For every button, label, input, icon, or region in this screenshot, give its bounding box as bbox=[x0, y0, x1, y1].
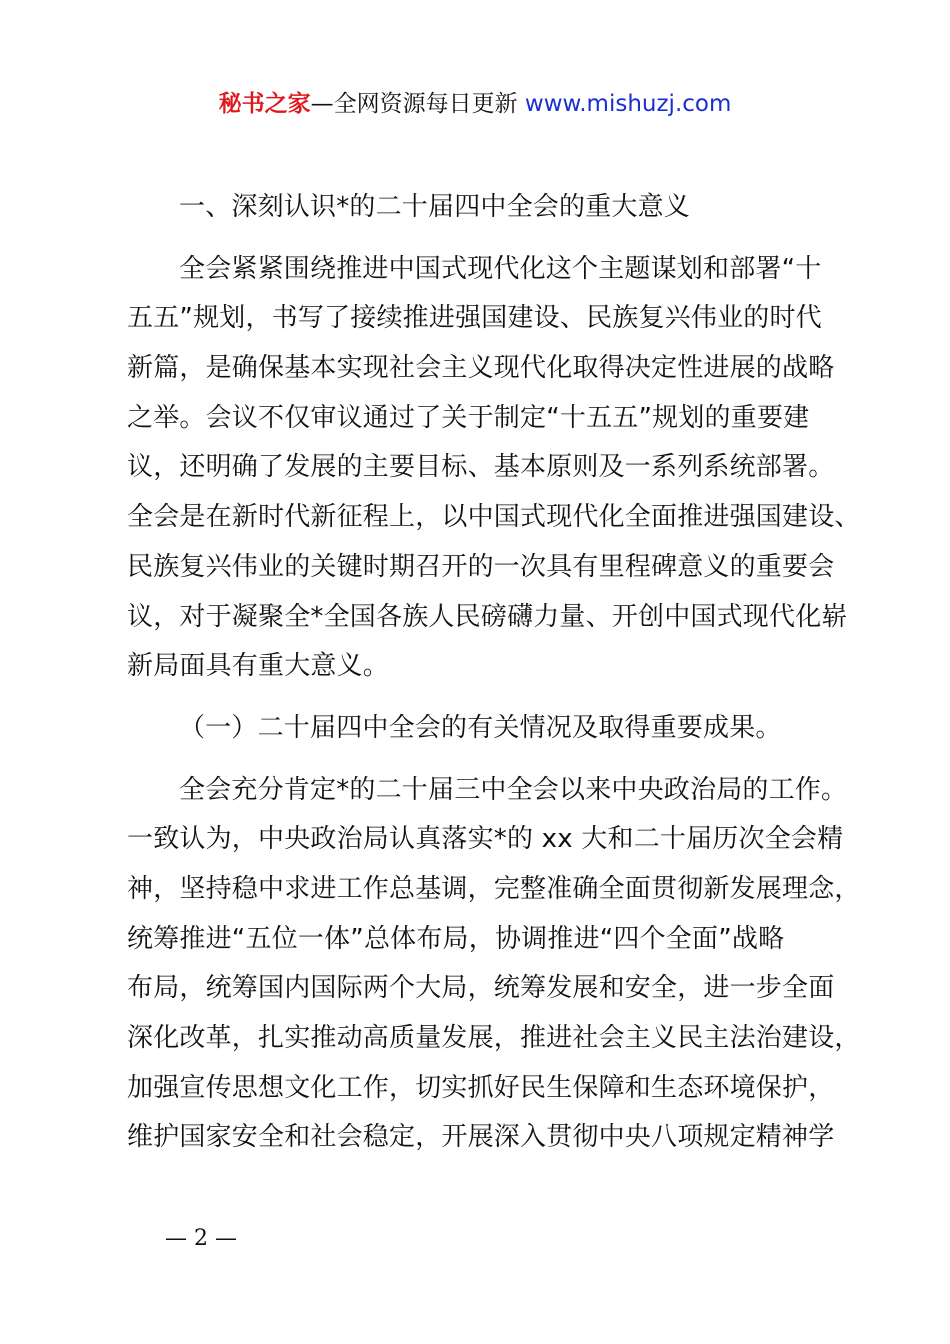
section-heading-1: 一、深刻认识*的二十届四中全会的重大意义 bbox=[179, 192, 691, 222]
site-slogan: —全网资源每日更新 bbox=[310, 91, 525, 117]
paragraph-line: 加强宣传思想文化工作，切实抓好民生保障和生态环境保护， bbox=[127, 1072, 835, 1103]
paragraph-1 bbox=[127, 245, 861, 692]
paragraph-line: 全会是在新时代新征程上，以中国式现代化全面推进强国建设、 bbox=[127, 502, 861, 533]
paragraph-line: 民族复兴伟业的关键时期召开的一次具有里程碑意义的重要会 bbox=[127, 551, 835, 582]
paragraph-line: 全会充分肯定*的二十届三中全会以来中央政治局的工作。 bbox=[179, 774, 848, 805]
paragraph-line: 维护国家安全和社会稳定，开展深入贯彻中央八项规定精神学 bbox=[127, 1122, 835, 1153]
paragraph-line: 五五”规划，书写了接续推进强国建设、民族复兴伟业的时代 bbox=[127, 303, 822, 334]
section-heading-2: （一）二十届四中全会的有关情况及取得重要成果。 bbox=[179, 712, 782, 743]
paragraph-line: 神，坚持稳中求进工作总基调，完整准确全面贯彻新发展理念， bbox=[127, 873, 861, 904]
document-body bbox=[127, 183, 861, 1163]
brand-name: 秘书之家 bbox=[218, 91, 311, 117]
paragraph-line: 全会紧紧围绕推进中国式现代化这个主题谋划和部署“十 bbox=[179, 253, 822, 284]
site-url-link[interactable]: www.mishuzj.com bbox=[524, 91, 732, 117]
paragraph-line: 一致认为，中央政治局认真落实*的 xx 大和二十届历次全会精 bbox=[127, 824, 844, 855]
paragraph-line: 议，还明确了发展的主要目标、基本原则及一系列系统部署。 bbox=[127, 452, 835, 483]
paragraph-line: 新局面具有重大意义。 bbox=[127, 651, 390, 682]
paragraph-line: 深化改革，扎实推动高质量发展，推进社会主义民主法治建设， bbox=[127, 1023, 861, 1053]
paragraph-2 bbox=[127, 766, 861, 1164]
paragraph-line: 布局，统筹国内国际两个大局，统筹发展和安全，进一步全面 bbox=[127, 973, 835, 1004]
paragraph-line: 新篇，是确保基本实现社会主义现代化取得决定性进展的战略 bbox=[127, 353, 835, 384]
page-number: — 2 — bbox=[165, 1226, 237, 1251]
paragraph-line: 之举。会议不仅审议通过了关于制定“十五五”规划的重要建 bbox=[127, 402, 810, 433]
paragraph-line: 议，对于凝聚全*全国各族人民磅礴力量、开创中国式现代化崭 bbox=[127, 601, 848, 632]
site-header bbox=[0, 86, 950, 122]
paragraph-line: 统筹推进“五位一体”总体布局，协调推进“四个全面”战略 bbox=[127, 923, 785, 954]
